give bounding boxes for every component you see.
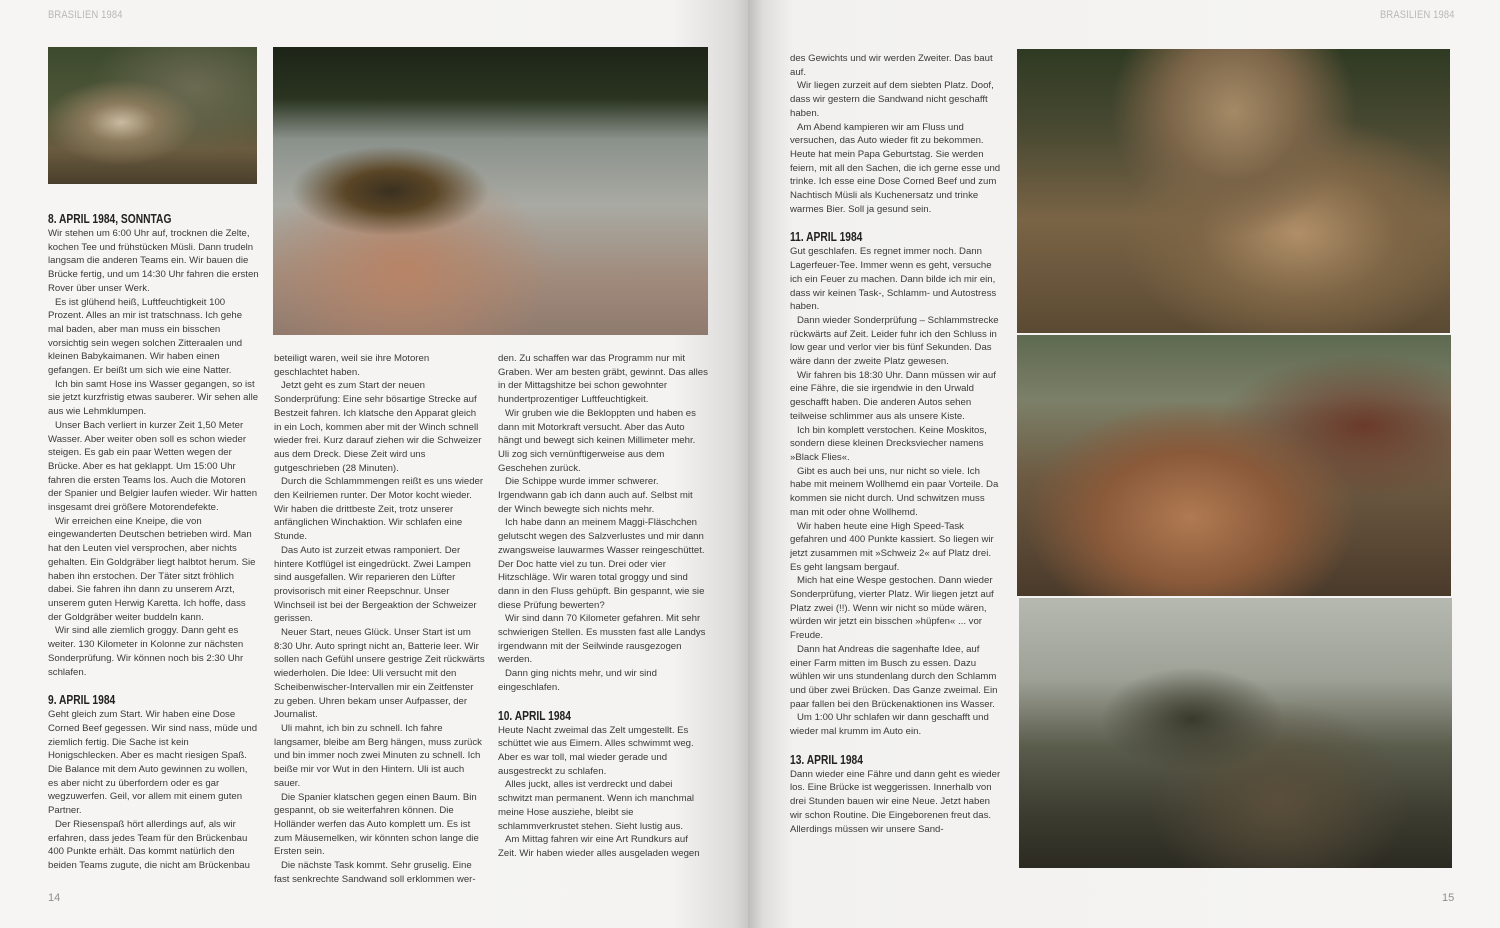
- paragraph: Die Spanier klatschen gegen einen Baum. Bin gespannt, ob sie weiterfahren können. Die Holländer werfen das Auto komplett um. Es ist zum Mäusemelken, wir könnten schon lange die Ersten sein.: [274, 791, 479, 858]
- photo-log-bridge: [1017, 335, 1451, 596]
- text-column-2: [274, 352, 485, 886]
- paragraph: beteiligt waren, weil sie ihre Motoren geschlachtet haben.: [274, 353, 430, 378]
- page-number-right: 15: [1442, 892, 1455, 904]
- paragraph: Der Riesenspaß hört allerdings auf, als wir erfahren, dass jedes Team für den Brückenbau 400 Punkte erhält. Das kommt natürlich den beiden Teams zugute, die nicht am Brückenbau: [48, 818, 250, 871]
- paragraph: den. Zu schaffen war das Programm nur mit Graben. Wer am besten gräbt, gewinnt. Das alles in der Mittagshitze bei schon gewohnter hundertprozentiger Luftfeuchtigkeit.: [498, 353, 708, 406]
- paragraph: Es ist glühend heiß, Luftfeuchtigkeit 100 Prozent. Alles an mir ist tratschnass. Ich gehe mal baden, aber man muss ein bisschen vorsichtig sein wegen solchen Zitteraalen und kleinen Babykaimanen. Wir haben einen gefangen. Er beißt um sich wie eine Natter.: [48, 296, 243, 377]
- paragraph: Wir sind alle ziemlich groggy. Dann geht es weiter. 130 Kilometer in Kolonne zur nächsten Sonderprüfung. Wir können noch bis 2:30 Uhr schlafen.: [48, 625, 244, 678]
- paragraph: Geht gleich zum Start. Wir haben eine Dose Corned Beef gegessen. Wir sind nass, müde und ziemlich fertig. Die Sache ist kein Honigschlecken. Aber es macht riesigen Spaß. Die Balance mit dem Auto gewinnen zu wollen, es aber nicht zu überfordern oder es gar wegzuwerfen. Geil, vor allem mit einem guten Partner.: [48, 709, 258, 817]
- paragraph: Das Auto ist zurzeit etwas ramponiert. Der hintere Kotflügel ist eingedrückt. Zwei Lampen sind ausgefallen. Wir reparieren den Lüfter provisorisch mit einer Reepschnur. Unser Winchseil ist bei der Bergeaktion der Schweizer gerissen.: [274, 544, 477, 625]
- paragraph: Die nächste Task kommt. Sehr gruselig. Eine fast senkrechte Sandwand soll erklommen wer-: [274, 860, 476, 885]
- entry-heading: 11. APRIL 1984: [790, 230, 863, 245]
- paragraph: Wir sind dann 70 Kilometer gefahren. Mit sehr schwierigen Stellen. Es mussten fast alle Landys irgendwann mit der Seilwinde rausgezogen werden.: [498, 613, 706, 666]
- photo-landrover-river: [273, 47, 708, 335]
- entry-heading: 8. APRIL 1984, SONNTAG: [48, 212, 172, 226]
- paragraph: Unser Bach verliert in kurzer Zeit 1,50 Meter Wasser. Aber weiter oben soll es schon wieder steigen. Es gab ein paar Wetten wegen der Brücke. Aber es hat geklappt. Um 15:00 Uhr fahren die ersten Teams los. Auch die Motoren der Spanier und Belgier laufen wieder. Wir hatten insgesamt drei größere Motorendefekte.: [48, 419, 258, 514]
- paragraph: Wir liegen zurzeit auf dem siebten Platz. Doof, dass wir gestern die Sandwand nicht geschafft haben.: [790, 80, 994, 119]
- paragraph: Ich habe dann an meinem Maggi-Fläschchen gelutscht wegen des Salzverlustes und mir dann zwangsweise lauwarmes Wasser reingeschüttet. Der Doc hatte viel zu tun. Drei oder vier Hitzschläge. Wir waren total groggy und sind dann in den Fluss gehüpft. Bin gespannt, wie sie diese Prüfung bewerten?: [498, 517, 705, 611]
- running-header-right: BRASILIEN 1984: [1380, 9, 1455, 21]
- paragraph: Uli mahnt, ich bin zu schnell. Ich fahre langsamer, bleibe am Berg hängen, muss zurück und bin immer noch zwei Minuten zu schnell. Ich beiße mir vor Wut in den Hintern. Uli ist auch sauer.: [274, 722, 482, 789]
- paragraph: Am Mittag fahren wir eine Art Rundkurs auf Zeit. Wir haben wieder alles ausgeladen wegen: [498, 834, 700, 859]
- paragraph: Jetzt geht es zum Start der neuen Sonderprüfung: Eine sehr bösartige Strecke auf Bestzeit fahren. Ich klatsche den Apparat gleich in ein Loch, kommen aber mit der Winch schnell wieder frei. Kurz darauf ziehen wir die Schweizer aus dem Dreck. Diese Zeit wird uns gutgeschrieben (28 Minuten).: [274, 380, 482, 474]
- paragraph: Ich bin samt Hose ins Wasser gegangen, so ist sie jetzt kurzfristig etwas sauberer. Wir sehen alle aus wie Lehmklumpen.: [48, 378, 259, 418]
- paragraph: Wir haben heute eine High Speed-Task gefahren und 400 Punkte kassiert. So liegen wir jetzt zusammen mit »Schweiz 2« auf Platz drei. Es geht langsam bergauf.: [790, 520, 994, 573]
- paragraph: des Gewichts und wir werden Zweiter. Das baut auf.: [790, 53, 993, 78]
- paragraph: Wir erreichen eine Kneipe, die von eingewanderten Deutschen betrieben wird. Man hat den Leuten viel versprochen, aber nichts gehalten. Ein Goldgräber liegt halbtot herum. Sie haben ihn erstochen. Der Täter sitzt fröhlich dabei. Sie fahren ihn dann zu unserem Arzt, unserem guten Herwig Karetta. Ich hoffe, dass der Goldgräber weiter buddeln kann.: [48, 515, 256, 623]
- photo-convoy-misty-forest: [1019, 598, 1452, 868]
- paragraph: Mich hat eine Wespe gestochen. Dann wieder Sonderprüfung, vierter Platz. Wir liegen jetzt auf Platz zwei (!!). Wenn wir nicht so müde wären, würden wir jetzt ein bisschen »hüpfen« ... vor Freude.: [790, 575, 994, 642]
- entry-heading: 9. APRIL 1984: [48, 693, 116, 708]
- paragraph: Wir gruben wie die Bekloppten und haben es dann mit Motorkraft versucht. Aber das Auto hängt und bewegt sich keinen Millimeter mehr. Uli zog sich vernünftigerweise aus dem Geschehen zurück.: [498, 407, 696, 474]
- paragraph: Heute Nacht zweimal das Zelt umgestellt. Es schüttet wie aus Eimern. Alles schwimmt weg. Aber es war toll, mal wieder gerade und ausgestreckt zu schlafen.: [498, 724, 694, 777]
- text-column-4: [790, 52, 1001, 836]
- paragraph: Dann ging nichts mehr, und wir sind eingeschlafen.: [498, 668, 657, 693]
- paragraph: Dann hat Andreas die sagenhafte Idee, auf einer Farm mitten im Busch zu essen. Dazu wühlen wir uns stundenlang durch den Schlamm und über zwei Brücken. Das Ganze zweimal. Ein paar fallen bei den Brückenaktionen ins Wasser.: [790, 643, 998, 710]
- photo-landrover-splash: [48, 47, 257, 184]
- paragraph: Um 1:00 Uhr schlafen wir dann geschafft und wieder mal krumm im Auto ein.: [790, 712, 989, 738]
- paragraph: Dann wieder eine Fähre und dann geht es wieder los. Eine Brücke ist weggerissen. Innerhalb von drei Stunden bauen wir eine Neue. Jetzt haben wir schon Routine. Die Eingeborenen freut das. Allerdings müssen wir unsere Sand-: [790, 768, 1001, 835]
- paragraph: Gut geschlafen. Es regnet immer noch. Dann Lagerfeuer-Tee. Immer wenn es geht, versuche ich ein Feuer zu machen. Dann bilde ich mir ein, dass wir keinen Task-, Schlamm- und Autostress haben.: [790, 246, 997, 313]
- text-column-3: [498, 352, 709, 861]
- paragraph: Wir stehen um 6:00 Uhr auf, trocknen die Zelte, kochen Tee und frühstücken Müsli. Dann trudeln langsam die anderen Teams ein. Wir bauen die Brücke fertig, und um 14:30 Uhr fahren die ersten Rover über unser Werk.: [48, 228, 259, 294]
- paragraph: Die Schippe wurde immer schwerer. Irgendwann gab ich dann auch auf. Selbst mit der Winch bewegte sich nichts mehr.: [498, 476, 693, 515]
- photo-man-digging-mud: [1017, 49, 1450, 333]
- entry-heading: 10. APRIL 1984: [498, 708, 571, 723]
- paragraph: Wir fahren bis 18:30 Uhr. Dann müssen wir auf eine Fähre, die sie irgendwie in den Urwald geschafft haben. Die anderen Autos sehen teilweise schlimmer aus als unsere Kiste.: [790, 369, 996, 422]
- paragraph: Ich bin komplett verstochen. Keine Moskitos, sondern diese kleinen Drecksviecher namens »Black Flies«.: [790, 424, 987, 463]
- entry-heading: 13. APRIL 1984: [790, 752, 863, 767]
- paragraph: Alles juckt, alles ist verdreckt und dabei schwitzt man permanent. Wenn ich manchmal meine Hose ausziehe, bleibt sie schlammverkrustet stehen. Sieht lustig aus.: [498, 779, 695, 832]
- text-column-1: [48, 212, 259, 873]
- paragraph: Gibt es auch bei uns, nur nicht so viele. Ich habe mit meinem Wollhemd ein paar Vorteile. Da kommen sie nicht durch. Und schwitzen muss man mit oder ohne Wollhemd.: [790, 465, 999, 518]
- running-header-left: BRASILIEN 1984: [48, 9, 123, 21]
- paragraph: Am Abend kampieren wir am Fluss und versuchen, das Auto wieder fit zu bekommen. Heute hat mein Papa Geburtstag. Sie werden feiern, mit all den Sachen, die ich gerne esse und trinke. Ich esse eine Dose Corned Beef und zum Nachtisch Müsli als Kuchenersatz und trinke warmes Bier. Soll ja gesund sein.: [790, 121, 1001, 215]
- paragraph: Dann wieder Sonderprüfung – Schlammstrecke rückwärts auf Zeit. Leider fuhr ich den Schluss in low gear und verlor vier bis fünf Sekunden. Das wäre dann der zweite Platz gewesen.: [790, 314, 999, 368]
- page-number-left: 14: [48, 892, 61, 904]
- paragraph: Durch die Schlammmengen reißt es uns wieder den Keilriemen runter. Der Motor kocht wieder. Wir haben die drittbeste Zeit, trotz unserer anfänglichen Winchaktion. Wir schlafen eine Stunde.: [274, 476, 484, 543]
- paragraph: Neuer Start, neues Glück. Unser Start ist um 8:30 Uhr. Auto springt nicht an, Batterie leer. Wir sollen nach Gefühl unsere gestrige Zeit rückwärts wiederholen. Die Idee: Uli versucht mit den Scheibenwischer-Intervallen mir ein Zeitfenster zu geben. Uhren bekam unser Aufpasser, der Journalist.: [274, 627, 485, 721]
